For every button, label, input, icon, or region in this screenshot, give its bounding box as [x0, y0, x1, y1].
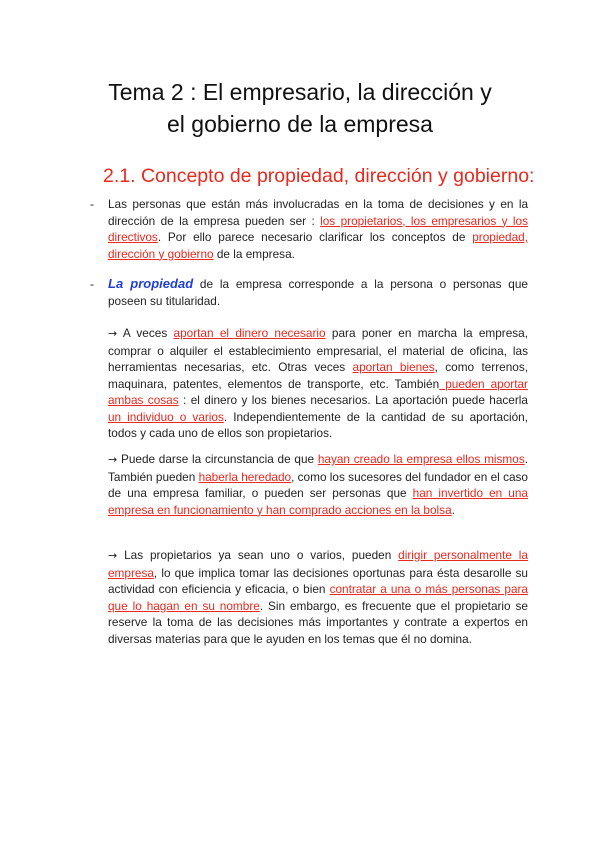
highlight-text: pueden aportar ambas cosas — [108, 376, 528, 407]
text: Las personas que están más involucradas en la toma de decisiones y en la dirección de la empresa pueden ser : — [108, 197, 528, 228]
text: , como terrenos, maquinara, patentes, elementos de transporte, etc. También — [108, 360, 528, 391]
text: de la empresa. — [213, 246, 295, 261]
highlight-text: un individuo o varios — [108, 409, 224, 424]
text: . Por ello parece necesario clarificar los conceptos de — [157, 230, 473, 244]
highlight-text: aportan el dinero necesario — [173, 326, 326, 340]
bullet-marker: - — [90, 197, 94, 211]
text: , como los sucesores del fundador en el caso de una empresa familiar, o pueden ser personas que — [108, 469, 528, 500]
text: . Sin embargo, es frecuente que el propietario se reserve la toma de las decisiones más importantes y contrate a expertos en diversas materias para que le ayuden en los temas que él no domina. — [108, 598, 528, 646]
term-la-propiedad: La propiedad — [108, 276, 194, 291]
paragraph-circunstancia — [108, 451, 528, 518]
paragraph-propietarios — [108, 547, 528, 647]
bullet-marker: - — [90, 277, 94, 291]
highlight-text: aportan bienes — [352, 360, 435, 374]
page-title — [60, 76, 540, 140]
bullet-involved-persons — [90, 196, 528, 262]
text: : el dinero y los bienes necesarios. La aportación puede hacerla — [178, 393, 528, 407]
text: para poner en marcha la empresa, comprar o alquiler el establecimiento empresarial, el material de oficina, las herramientas necesarias, etc. Otras veces — [108, 326, 529, 374]
text: Puede darse la circunstancia de que — [117, 452, 318, 466]
title-line-2: el gobierno de la empresa — [167, 111, 433, 137]
highlight-text: los propietarios, los empresarios y los directivos — [108, 213, 528, 244]
text: . También pueden — [108, 452, 528, 484]
highlight-text: hayan creado la empresa ellos mismos — [317, 452, 525, 466]
text: Las propietarios ya sean uno o varios, pueden — [117, 548, 399, 562]
arrow-icon: → — [108, 549, 118, 562]
highlight-text: dirigir personalmente la empresa — [108, 548, 528, 580]
paragraph-aportaciones — [108, 325, 528, 442]
text: , lo que implica tomar las decisiones oportunas para ésta desarolle su actividad con eficiencia y eficacia, o bien — [108, 565, 528, 596]
highlight-text: propiedad, dirección y gobierno — [108, 230, 528, 261]
title-line-1: Tema 2 : El empresario, la dirección y — [108, 79, 492, 105]
arrow-icon: → — [108, 453, 118, 466]
bullet-la-propiedad — [90, 276, 528, 309]
highlight-text: haberla heredado — [198, 469, 292, 484]
highlight-text: han invertido en una empresa en funcionamiento y han comprado acciones en la bolsa — [108, 486, 528, 517]
text: A veces — [117, 326, 174, 340]
arrow-icon: → — [108, 327, 118, 340]
section-heading: 2.1. Concepto de propiedad, dirección y gobierno: — [103, 165, 535, 187]
text: . Independientemente de la cantidad de su aportación, todos y cada uno de ellos son propietarios. — [108, 409, 528, 440]
text: . — [451, 502, 455, 517]
text: de la empresa corresponde a la persona o personas que poseen su titularidad. — [108, 277, 528, 308]
highlight-text: contratar a una o más personas para que lo hagan en su nombre — [108, 582, 528, 613]
